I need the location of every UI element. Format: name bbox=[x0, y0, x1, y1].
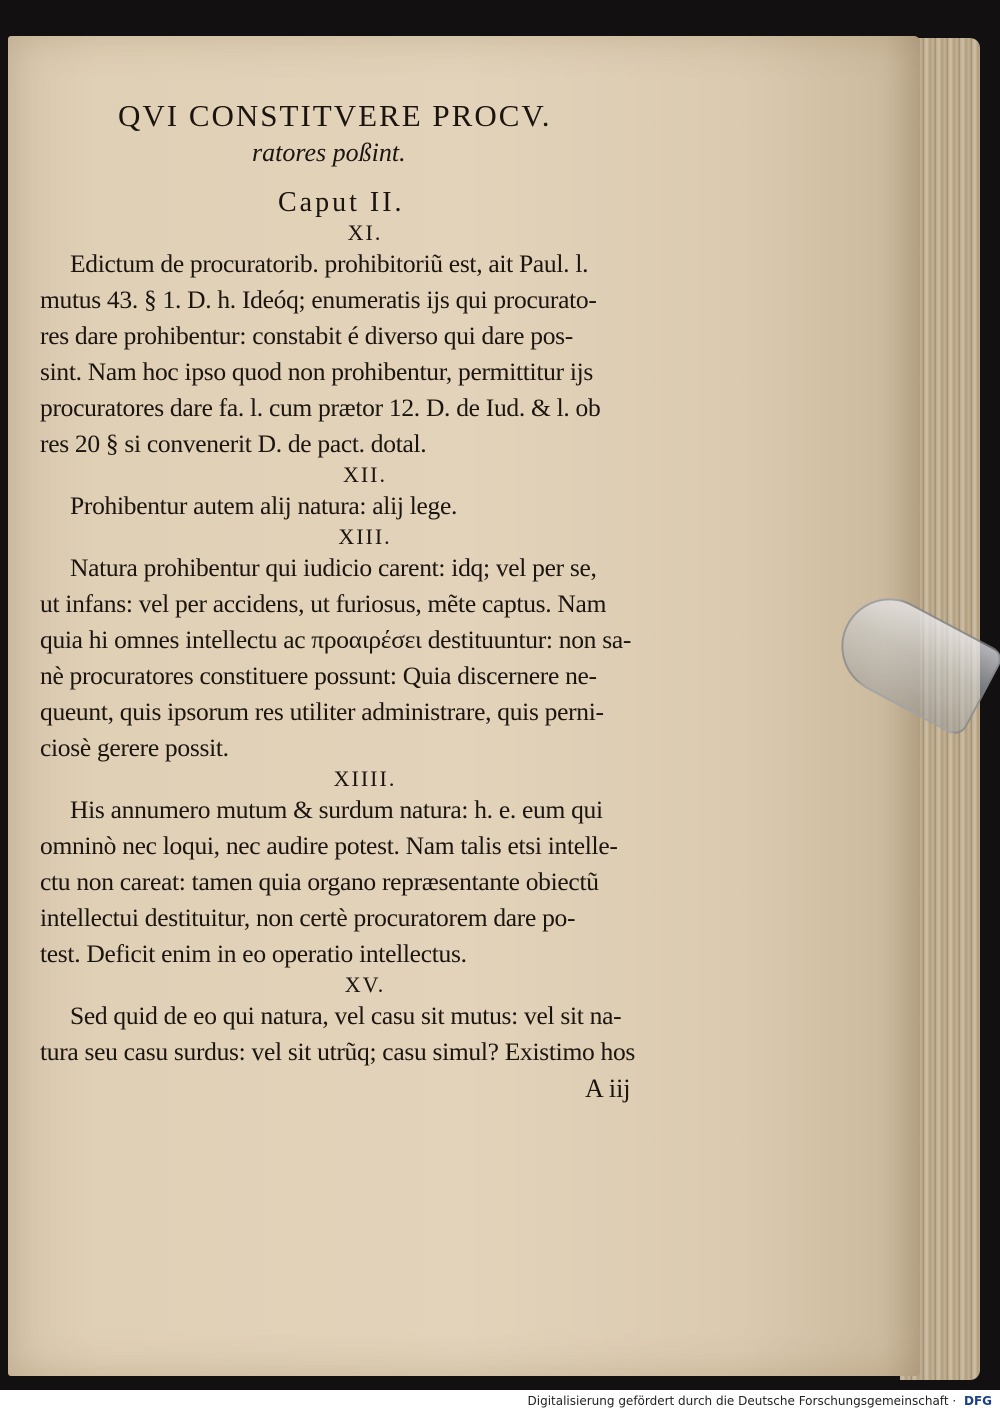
text-line: sint. Nam hoc ipso quod non prohibentur, permittitur ijs bbox=[40, 357, 594, 386]
text-line: nè procuratores constituere possunt: Quia discernere ne- bbox=[40, 661, 597, 690]
text-line: omninò nec loqui, nec audire potest. Nam talis etsi intelle- bbox=[40, 831, 618, 860]
text-line: Prohibentur autem alij natura: alij lege. bbox=[70, 491, 458, 520]
text-line: Natura prohibentur qui iudicio carent: idq; vel per se, bbox=[70, 553, 597, 582]
section-xiiii bbox=[40, 766, 720, 972]
signature-mark: A iij bbox=[585, 1074, 631, 1103]
text-line: Edictum de procuratorib. prohibitoriũ est, ait Paul. l. bbox=[70, 249, 589, 278]
text-line: res 20 § si convenerit D. de pact. dotal. bbox=[40, 429, 427, 458]
text-line: intellectui destituitur, non certè procuratorem dare po- bbox=[40, 903, 576, 932]
chapter-title: QVI CONSTITVERE PROCV. bbox=[118, 98, 552, 133]
text-line: mutus 43. § 1. D. h. Ideóq; enumeratis ijs qui procurato- bbox=[40, 285, 597, 314]
text-line: Sed quid de eo qui natura, vel casu sit mutus: vel sit na- bbox=[70, 1001, 622, 1030]
text-line: ctu non careat: tamen quia organo repræsentante obiectũ bbox=[40, 867, 599, 896]
credit-bar bbox=[0, 1390, 1000, 1416]
dfg-logo: DFG bbox=[963, 1394, 992, 1408]
section-xii bbox=[40, 462, 720, 524]
credit-text: Digitalisierung gefördert durch die Deutsche Forschungsgemeinschaft · bbox=[527, 1394, 957, 1408]
section-xiii bbox=[40, 524, 720, 766]
text-line: procuratores dare fa. l. cum prætor 12. D. de Iud. & l. ob bbox=[40, 393, 601, 422]
section-numeral: XI. bbox=[347, 220, 383, 245]
section-numeral: XV. bbox=[344, 972, 386, 997]
page-text bbox=[40, 96, 720, 1106]
section-numeral: XIII. bbox=[338, 524, 392, 549]
text-line: tura seu casu surdus: vel sit utrũq; casu simul? Existimo hos bbox=[40, 1037, 636, 1066]
section-xi bbox=[40, 220, 720, 462]
text-line: quia hi omnes intellectu ac προαιρέσει destituuntur: non sa- bbox=[40, 625, 632, 654]
section-numeral: XIIII. bbox=[333, 766, 397, 791]
section-numeral: XII. bbox=[342, 462, 388, 487]
digitization-credit bbox=[528, 1394, 992, 1408]
text-line: test. Deficit enim in eo operatio intellectus. bbox=[40, 939, 467, 968]
text-line: queunt, quis ipsorum res utiliter administrare, quis perni- bbox=[40, 697, 604, 726]
text-line: ciosè gerere possit. bbox=[40, 733, 229, 762]
text-line: His annumero mutum & surdum natura: h. e. eum qui bbox=[70, 795, 603, 824]
chapter-title-continuation: ratores poßint. bbox=[252, 138, 406, 167]
text-line: ut infans: vel per accidens, ut furiosus, mẽte captus. Nam bbox=[40, 589, 607, 618]
section-xv bbox=[40, 972, 720, 1070]
text-line: res dare prohibentur: constabit é diverso qui dare pos- bbox=[40, 321, 573, 350]
caput-heading: Caput II. bbox=[278, 187, 405, 218]
